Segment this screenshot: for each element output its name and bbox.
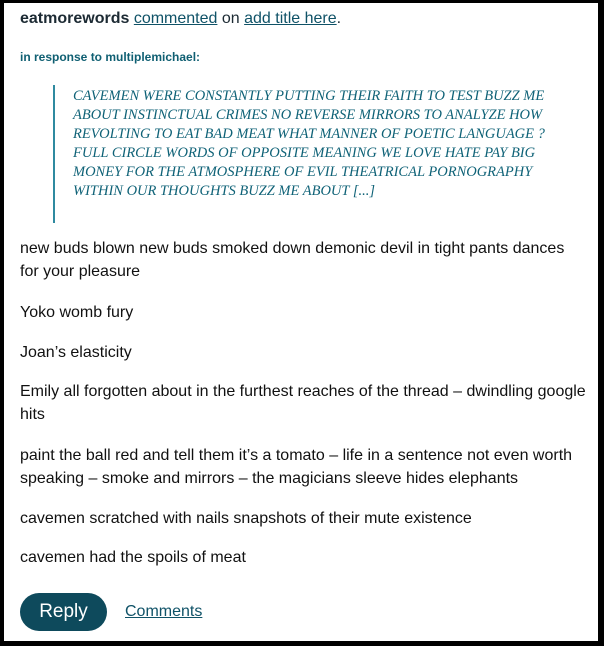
comment-paragraph: Joan’s elasticity <box>20 344 132 361</box>
comment-paragraph: cavemen had the spoils of meat <box>20 549 246 566</box>
comments-link[interactable]: Comments <box>125 603 203 620</box>
comment-paragraph: cavemen scratched with nails snapshots of their mute existence <box>20 510 472 527</box>
commented-link[interactable]: commented <box>133 10 218 27</box>
comment-paragraph: paint the ball red and tell them it’s a tomato – life in a sentence not even worth speaking – smoke and mirrors – the magicians sleeve hides elephants <box>20 447 573 487</box>
comment-author: eatmorewords <box>20 10 130 27</box>
comment-paragraph: Yoko womb fury <box>20 304 134 321</box>
reply-button[interactable]: Reply <box>20 593 107 631</box>
comment-paragraph: new buds blown new buds smoked down demonic devil in tight pants dances for your pleasure <box>20 240 565 280</box>
comment-header <box>20 10 341 28</box>
comment-paragraph: Emily all forgotten about in the furthest reaches of the thread – dwindling google hits <box>20 383 586 423</box>
header-period: . <box>336 10 342 27</box>
comment-card <box>4 3 598 641</box>
header-preposition: on <box>221 10 240 27</box>
quoted-text-block <box>53 85 573 223</box>
in-response-label: in response to multiplemichael: <box>20 50 201 64</box>
quoted-text: CAVEMEN WERE CONSTANTLY PUTTING THEIR FAITH TO TEST BUZZ ME ABOUT INSTINCTUAL CRIMES NO REVERSE MIRRORS TO ANALYZE HOW REVOLTING TO EAT BAD MEAT WHAT MANNER OF POETIC LANGUAGE ? FULL CIRCLE WORDS OF OPPOSITE MEANING WE LOVE HATE PAY BIG MONEY FOR THE ATMOSPHERE OF EVIL THEATRICAL PORNOGRAPHY WITHIN OUR THOUGHTS BUZZ ME ABOUT [...] <box>73 88 545 199</box>
post-title-link[interactable]: add title here <box>244 10 337 27</box>
